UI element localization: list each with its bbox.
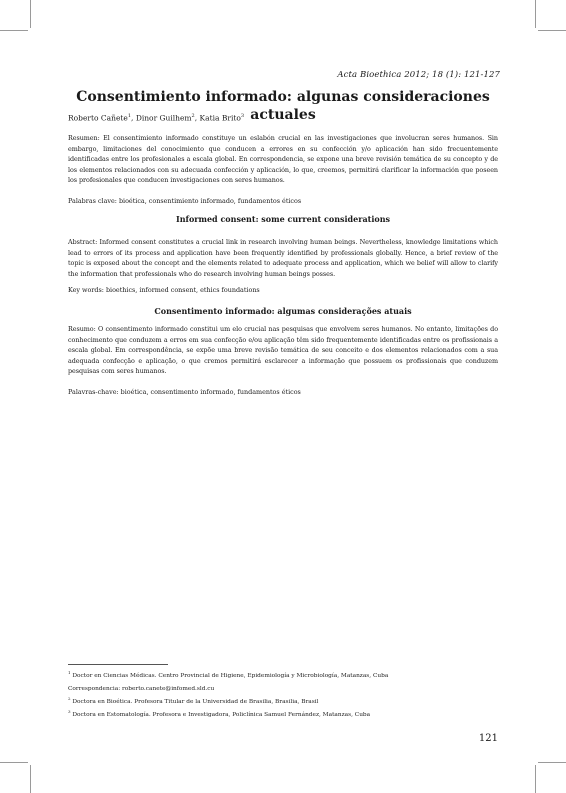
author-mark: 2 bbox=[191, 113, 195, 119]
author-name: Dinor Guilhem bbox=[135, 113, 192, 123]
footnote bbox=[68, 681, 498, 694]
footnote-mark: 1 bbox=[68, 670, 71, 675]
crop-mark bbox=[535, 0, 536, 28]
keywords-pt: Palavras-chave: bioética, consentimento informado, fundamentos éticos bbox=[68, 388, 301, 396]
journal-citation: Acta Bioethica 2012; 18 (1): 121-127 bbox=[337, 70, 500, 80]
footnote bbox=[68, 668, 498, 681]
footnote-mark: 2 bbox=[68, 695, 71, 701]
abstract-en: Abstract: Informed consent constitutes a crucial link in research involving human beings. Nevertheless, knowledge limitations which lead to errors of its process and application have been frequently identified by professionals globally. Hence, a brief review of the topic is exposed about the concept and the elements related to adequate process and application, which we belief will allow to clarify the information that professionals who do research involving human beings posses. bbox=[68, 238, 498, 278]
footnote-text: Correspondencia: roberto.canete@infomed.sld.cu bbox=[68, 685, 215, 692]
footnote-rule bbox=[68, 664, 168, 665]
author-mark: 3 bbox=[240, 113, 245, 119]
footnote-mark: 3 bbox=[68, 708, 71, 714]
author-name: Roberto Cañete bbox=[68, 113, 128, 123]
crop-mark bbox=[30, 765, 31, 793]
title-pt: Consentimento informado: algumas considerações atuais bbox=[154, 306, 412, 316]
title-en: Informed consent: some current considerations bbox=[175, 214, 391, 224]
keywords-en: Key words: bioethics, informed consent, ethics foundations bbox=[68, 286, 260, 294]
crop-mark bbox=[30, 0, 31, 28]
footnote-text: Doctora en Estomatología. Profesora e Investigadora, Policlínica Samuel Fernández, Matanzas, Cuba bbox=[72, 711, 371, 718]
footnotes bbox=[68, 668, 498, 720]
footnote-text: Doctor en Ciencias Médicas. Centro Provincial de Higiene, Epidemiología y Microbiología, Matanzas, Cuba bbox=[72, 672, 389, 679]
keywords-es: Palabras clave: bioética, consentimiento informado, fundamentos éticos bbox=[68, 197, 302, 205]
footnote bbox=[68, 707, 498, 720]
crop-mark bbox=[535, 765, 536, 793]
article-title: Consentimiento informado: algunas consideraciones actuales bbox=[76, 89, 490, 123]
author-mark: 1 bbox=[127, 113, 132, 119]
abstract-es: Resumen: El consentimiento informado constituye un eslabón crucial en las investigaciones que involucran seres humanos. Sin embargo, limitaciones del conocimiento que conducen a errores en su confección y/o aplicación han sido frecuentemente identificadas entre los profesionales a escala global. En correspondencia, se expone una breve revisión temática de su concepto y de los elementos relacionados con su adecuada confección y aplicación, lo que, creemos, permitirá clarificar la información que poseen los profesionales que conducen investigaciones con seres humanos. bbox=[68, 134, 498, 184]
author-list: Roberto Cañete$^1$, Dinor Guilhem$^2$, Katia Brito$^3$ bbox=[68, 113, 245, 123]
footnote-text: Doctora en Bioética. Profesora Titular de la Universidad de Brasilia, Brasilia, Brasil bbox=[72, 698, 319, 705]
crop-mark bbox=[0, 762, 28, 763]
crop-mark bbox=[0, 30, 28, 31]
crop-mark bbox=[538, 762, 566, 763]
crop-mark bbox=[538, 30, 566, 31]
page-number: 121 bbox=[478, 733, 498, 744]
author-name: Katia Brito bbox=[199, 113, 241, 123]
abstract-pt: Resumo: O consentimento informado constitui um elo crucial nas pesquisas que envolvem seres humanos. No entanto, limitações do conhecimento que conduzem a erros em sua confecção e/ou aplicação têm sido frequentemente identificadas entre os profissionais a escala global. Em correspondência, se expõe uma breve revisão temática de seu conceito e dos elementos relacionados com a sua adequada confecção e aplicação, o que cremos permitirá esclarecer a informação que possuem os profissionais que conduzem pesquisas com seres humanos. bbox=[68, 325, 498, 375]
footnote bbox=[68, 694, 498, 707]
